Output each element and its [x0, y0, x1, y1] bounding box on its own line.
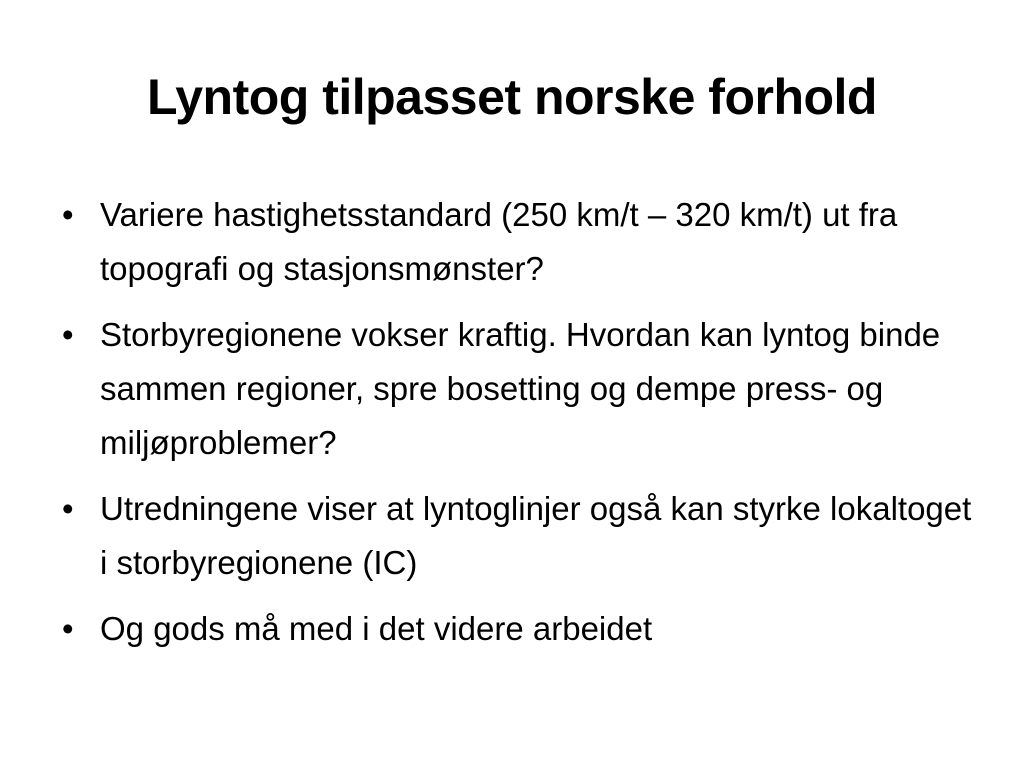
list-item: [60, 602, 980, 656]
slide-title: Lyntog tilpasset norske forhold: [147, 69, 877, 125]
bullet-icon: •: [62, 490, 74, 527]
bullet-icon: •: [62, 196, 74, 233]
bullet-text: Variere hastighetsstandard (250 km/t – 320 km/t) ut fra topografi og stasjonsmønster?: [100, 196, 898, 287]
bullet-text: Utredningene viser at lyntoglinjer også kan styrke lokaltoget i storbyregionene (IC): [100, 490, 972, 581]
bullet-icon: •: [62, 316, 74, 353]
list-item: [60, 188, 980, 296]
bullet-text: Og gods må med i det videre arbeidet: [100, 610, 653, 647]
bullet-text: Storbyregionene vokser kraftig. Hvordan kan lyntog binde sammen regioner, spre bosetting og dempe press- og miljøproblemer?: [100, 316, 941, 461]
list-item: [60, 308, 980, 470]
bullet-icon: •: [62, 610, 74, 647]
list-item: [60, 482, 980, 590]
bullet-list: [60, 188, 980, 668]
